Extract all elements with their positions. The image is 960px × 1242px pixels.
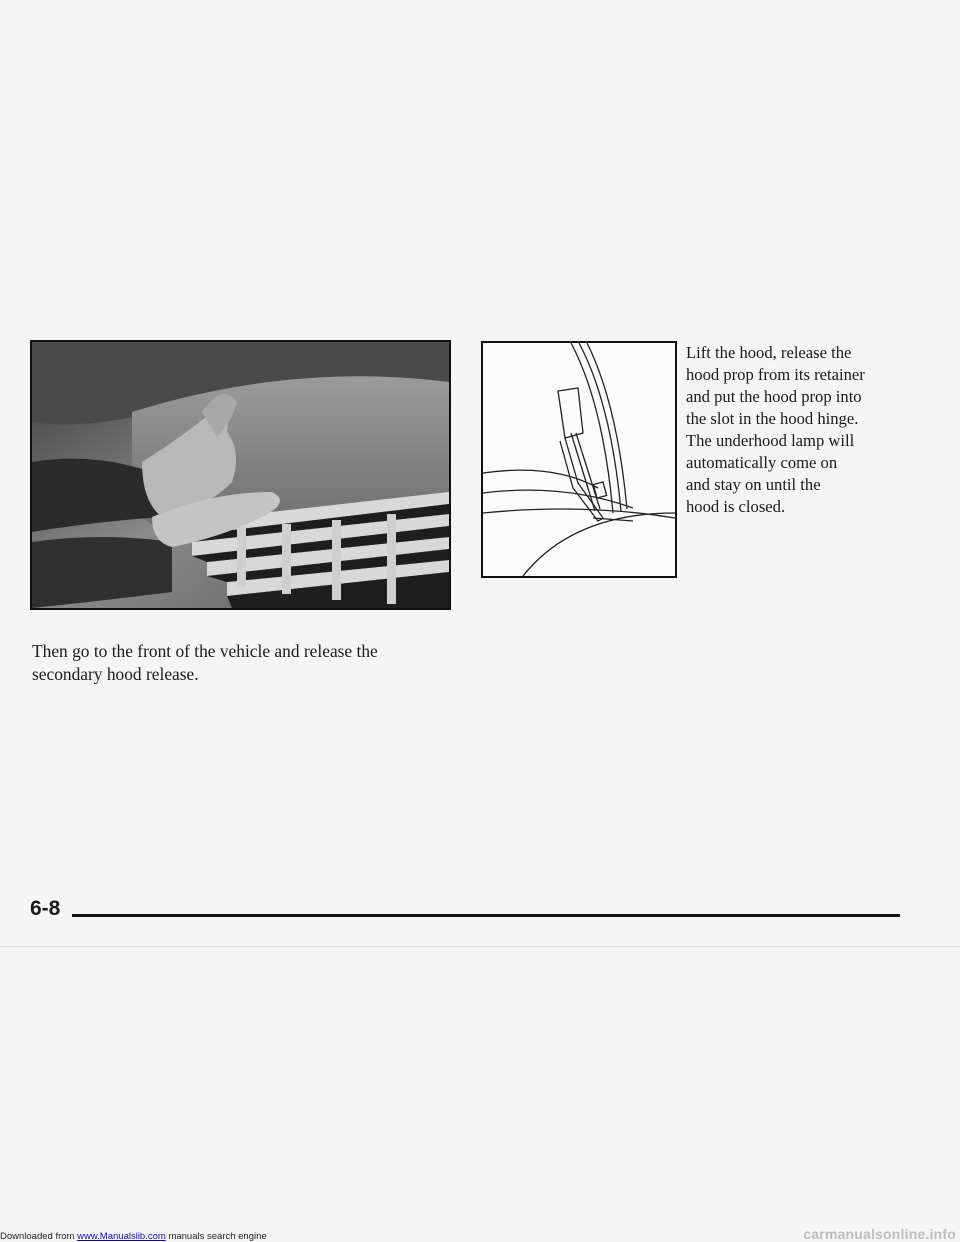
instruction-line: The underhood lamp will [686, 431, 855, 450]
hood-prop-hinge-diagram-icon [483, 343, 675, 576]
watermark: carmanualsonline.info [803, 1226, 956, 1242]
instruction-line: hood is closed. [686, 497, 786, 516]
instruction-line: the slot in the hood hinge. [686, 409, 859, 428]
instruction-line: hood prop from its retainer [686, 365, 865, 384]
grille-hood-release-photo-icon [32, 342, 449, 608]
footer-suffix: manuals search engine [165, 1231, 267, 1242]
instruction-text-lift-hood [686, 342, 916, 518]
grille-hood-release-photo [30, 340, 451, 610]
instruction-line: and stay on until the [686, 475, 821, 494]
download-footer [0, 1232, 267, 1242]
hood-prop-hinge-diagram [481, 341, 677, 578]
instruction-line: Lift the hood, release the [686, 343, 852, 362]
instruction-line: automatically come on [686, 453, 838, 472]
manualslib-link[interactable]: www.Manualslib.com [77, 1231, 166, 1242]
page-number-rule [72, 914, 900, 917]
scan-edge-line [0, 946, 960, 947]
caption-line: secondary hood release. [32, 664, 199, 684]
page-number: 6-8 [30, 897, 61, 920]
instruction-text-secondary-release [32, 640, 452, 686]
footer-prefix: Downloaded from [0, 1231, 78, 1242]
caption-line: Then go to the front of the vehicle and release the [32, 641, 378, 661]
instruction-line: and put the hood prop into [686, 387, 862, 406]
